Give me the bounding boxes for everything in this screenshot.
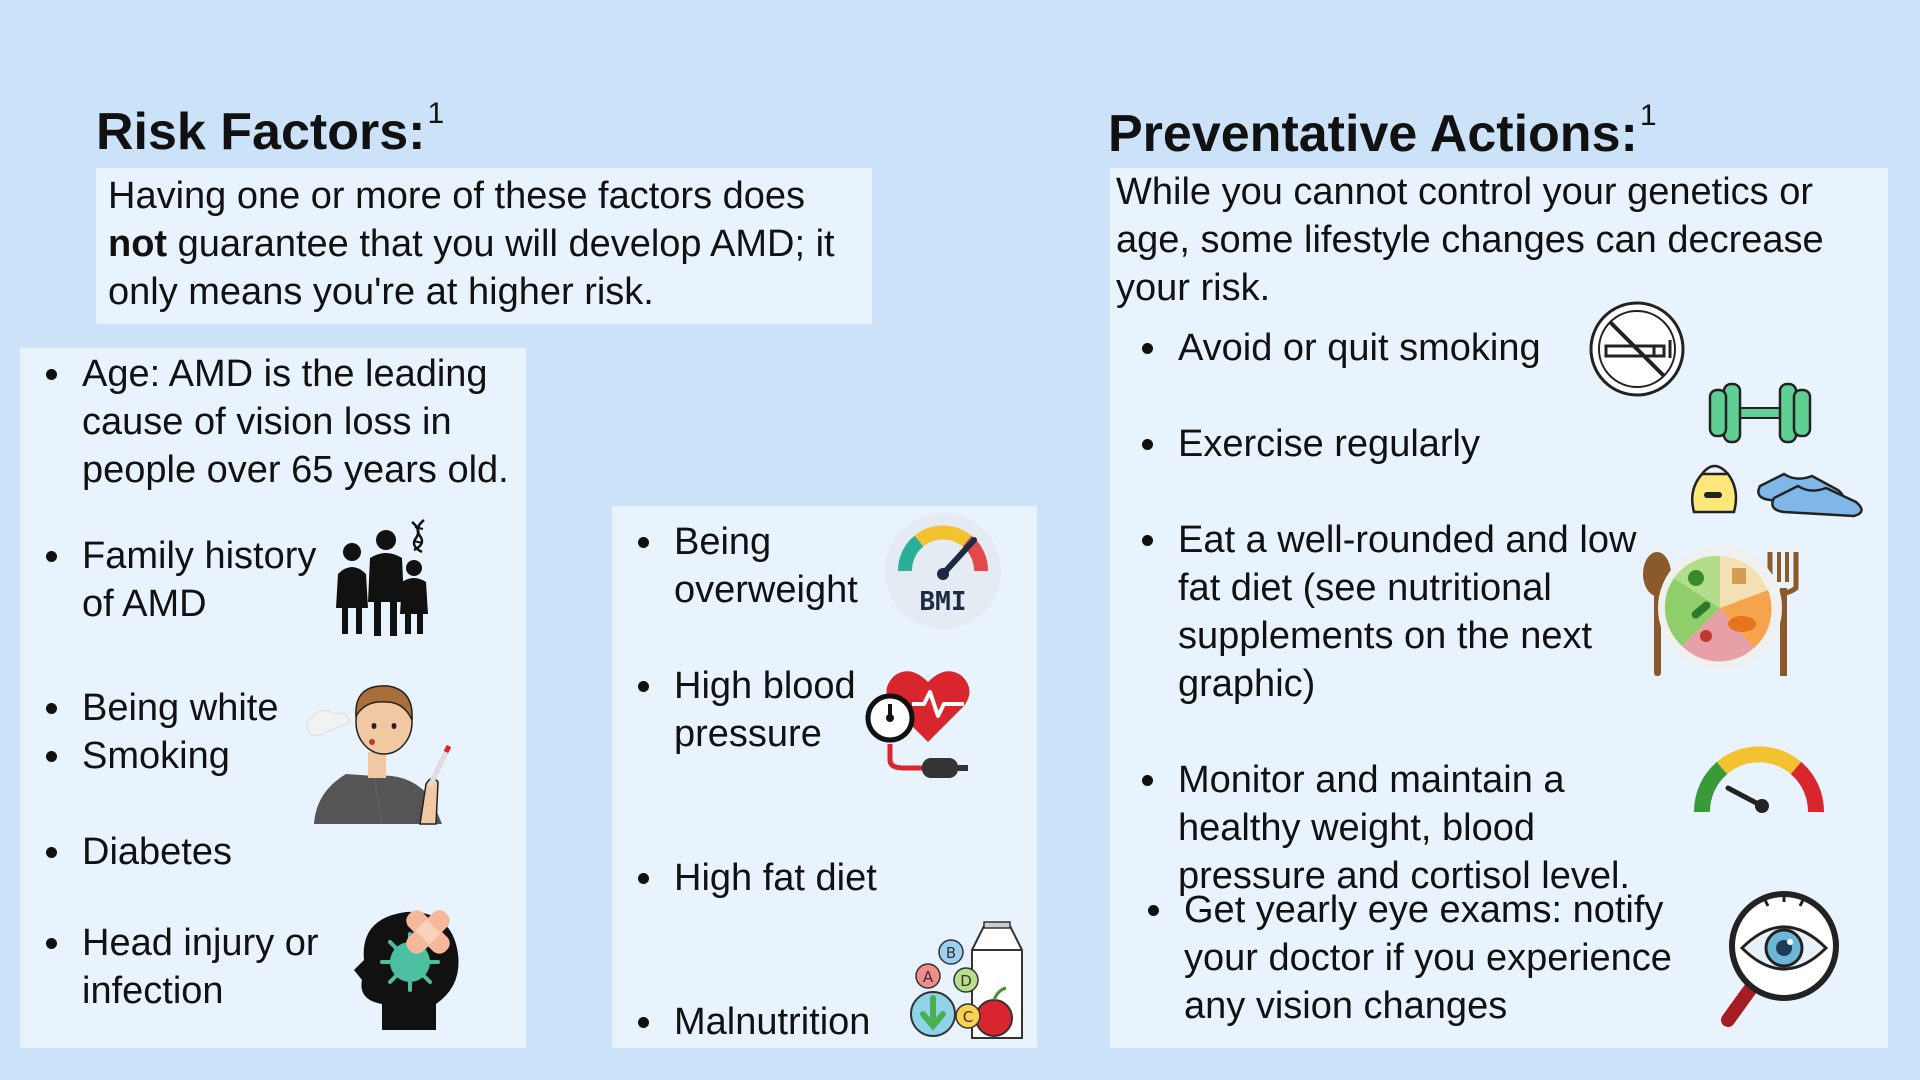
preventative-actions-footnote-ref: 1	[1639, 99, 1657, 132]
risk-item-overweight-line-1: Being	[674, 521, 772, 563]
vitamin-c-label: C	[962, 1008, 974, 1026]
action-diet-line-1: Eat a well-rounded and low	[1178, 519, 1637, 561]
risk-item-family-line-1: Family history	[82, 535, 317, 577]
family-dna-icon	[330, 518, 442, 638]
risk-item-bp-line-2: pressure	[674, 713, 822, 755]
action-item-exercise	[1142, 420, 1480, 468]
risk-item-white-text: Being white	[82, 687, 279, 729]
risk-note-bold-word: not	[108, 223, 168, 265]
action-item-monitor-health	[1142, 756, 1630, 900]
vitamins-milk-apple-icon	[906, 922, 1024, 1042]
risk-item-blood-pressure	[638, 662, 856, 758]
risk-item-malnutrition-text: Malnutrition	[674, 1001, 871, 1043]
vitamin-d-label: D	[960, 972, 972, 990]
risk-item-overweight	[638, 518, 858, 614]
risk-item-bp-line-1: High blood	[674, 665, 856, 707]
risk-item-family-line-2: of AMD	[82, 583, 207, 625]
risk-item-head-line-1: Head injury or	[82, 922, 319, 964]
action-diet-line-3: supplements on the next	[1178, 615, 1593, 657]
risk-item-age-line-1: Age: AMD is the leading	[82, 353, 488, 395]
action-monitor-line-2: healthy weight, blood	[1178, 807, 1536, 849]
vitamin-b-label: B	[945, 944, 957, 962]
risk-item-smoking-text: Smoking	[82, 735, 230, 777]
preventative-note-text: While you cannot control your genetics or age, some lifestyle changes can decrease your risk.	[1116, 171, 1824, 309]
risk-item-being-white	[46, 684, 278, 732]
eye-magnifier-icon	[1720, 884, 1842, 1028]
risk-item-diabetes	[46, 828, 232, 876]
gauge-meter-icon	[1692, 734, 1826, 818]
risk-item-fat-diet-text: High fat diet	[674, 857, 877, 899]
action-item-healthy-diet	[1142, 516, 1636, 708]
risk-item-smoking	[46, 732, 230, 780]
dumbbell-weight-sneakers-icon	[1688, 380, 1878, 518]
head-virus-bandage-icon	[352, 908, 464, 1030]
bmi-gauge-icon	[884, 512, 1002, 630]
no-smoking-icon	[1588, 300, 1686, 398]
risk-item-age-line-2: cause of vision loss in	[82, 401, 452, 443]
healthy-plate-icon	[1636, 538, 1802, 678]
risk-item-high-fat-diet	[638, 854, 877, 902]
action-exercise-text: Exercise regularly	[1178, 423, 1480, 465]
action-diet-line-2: fat diet (see nutritional	[1178, 567, 1552, 609]
action-monitor-line-1: Monitor and maintain a	[1178, 759, 1565, 801]
bmi-gauge-label: BMI	[919, 587, 967, 617]
person-smoking-icon	[302, 676, 460, 824]
risk-item-malnutrition	[638, 998, 870, 1046]
risk-factors-heading-text: Risk Factors:	[96, 103, 426, 161]
risk-factors-footnote-ref: 1	[427, 97, 445, 130]
action-eye-line-1: Get yearly eye exams: notify	[1184, 889, 1664, 931]
risk-item-age-line-3: people over 65 years old.	[82, 449, 509, 491]
action-item-quit-smoking	[1142, 324, 1541, 372]
risk-item-head-line-2: infection	[82, 970, 224, 1012]
action-quit-smoking-text: Avoid or quit smoking	[1178, 327, 1541, 369]
action-diet-line-4: graphic)	[1178, 663, 1316, 705]
risk-item-age	[46, 350, 509, 494]
risk-item-overweight-line-2: overweight	[674, 569, 858, 611]
preventative-actions-heading	[1108, 86, 1657, 164]
risk-item-head-injury	[46, 919, 319, 1015]
action-eye-line-2: your doctor if you experience	[1184, 937, 1672, 979]
action-eye-line-3: any vision changes	[1184, 985, 1508, 1027]
risk-factors-note	[96, 168, 872, 324]
risk-note-text-post: guarantee that you will develop AMD; it only means you're at higher risk.	[108, 223, 835, 313]
risk-factors-heading	[96, 84, 444, 162]
risk-note-text-pre: Having one or more of these factors does	[108, 175, 806, 217]
risk-item-family-history	[46, 532, 316, 628]
preventative-actions-note	[1110, 168, 1870, 312]
action-item-eye-exams	[1148, 886, 1672, 1030]
action-monitor-line-3: pressure and cortisol level.	[1178, 855, 1630, 897]
vitamin-a-label: A	[922, 968, 934, 986]
preventative-actions-heading-text: Preventative Actions:	[1108, 105, 1638, 163]
heart-pressure-monitor-icon	[864, 660, 984, 778]
risk-item-diabetes-text: Diabetes	[82, 831, 232, 873]
